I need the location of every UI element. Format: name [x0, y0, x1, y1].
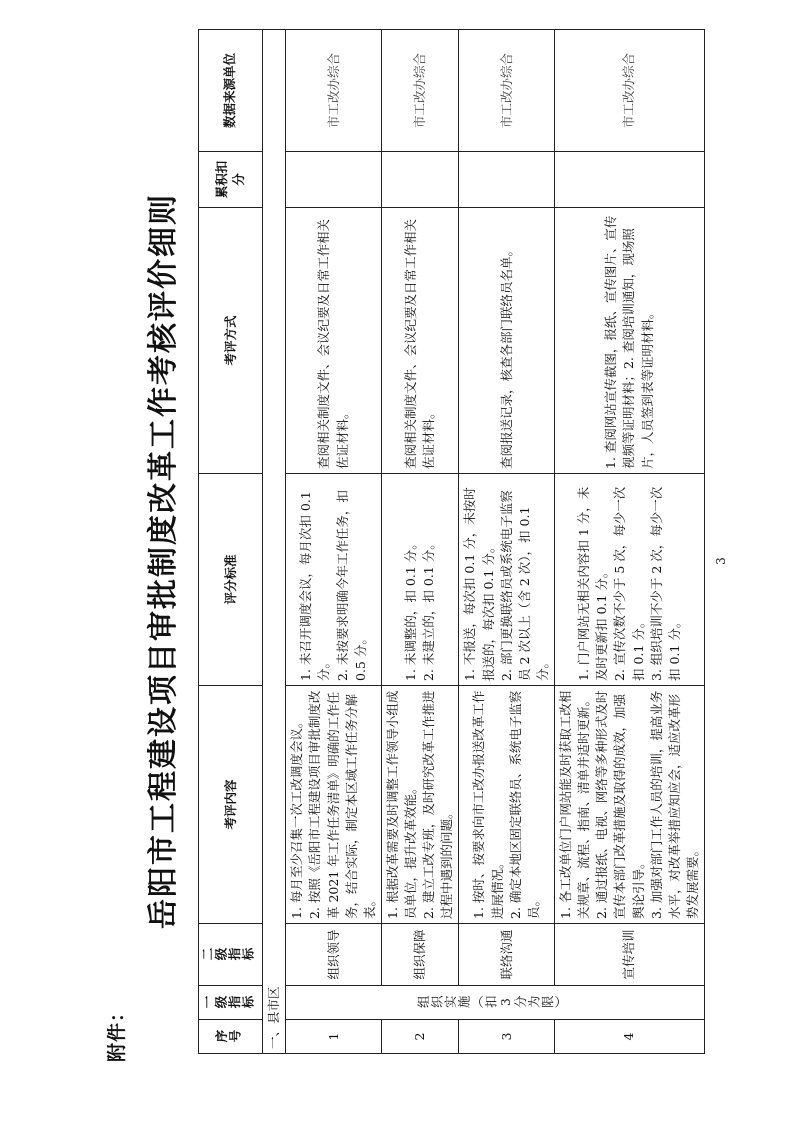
document-title: 岳阳市工程建设项目审批制度改革工作考核评价细则: [146, 193, 181, 929]
row-method: 查阅报送记录，核查各部门联络员名单。: [459, 208, 555, 474]
header-standard: 评分标准: [199, 474, 263, 686]
row-seq: 2: [381, 1020, 459, 1054]
row-source: 市工改办综合: [555, 30, 705, 152]
row-source: 市工改办综合: [286, 30, 382, 152]
header-deduction: 累积扣分: [199, 152, 263, 208]
row-method: 查阅相关制度文件、会议纪要及日常工作相关佐证材料。: [381, 208, 459, 474]
row-content: 1. 根据改革需要及时调整工作领导小组成员单位，提升改革效能。 2. 建立工改专班，及时研究改革工作推进过程中遇到的问题。: [381, 686, 459, 924]
header-content: 考评内容: [199, 686, 263, 924]
header-level2: 二级指标: [199, 924, 263, 986]
row-level2: 联络沟通: [459, 924, 555, 986]
header-level1: 一级指标: [199, 986, 263, 1020]
table-row: [286, 30, 382, 1054]
section-label: 一、县市区: [263, 30, 286, 1054]
section-row: [263, 30, 286, 1054]
header-seq: 序号: [199, 1020, 263, 1054]
row-standard: 1. 门户网站无相关内容扣 1 分，未及时更新扣 0.1 分。 2. 宣传次数不少于 5 次，每少一次扣 0.1 分。 3. 组织培训不少于 2 次，每少一次扣 0.1 分。: [555, 474, 705, 686]
row-source: 市工改办综合: [381, 30, 459, 152]
row-source: 市工改办综合: [459, 30, 555, 152]
header-source: 数据来源单位: [199, 30, 263, 152]
row-standard: 1. 不报送，每次扣 0.1 分，未按时报送的，每次扣 0.1 分。 2. 部门更换联络员或系统电子监察员 2 次以上（含 2 次），扣 0.1 分。: [459, 474, 555, 686]
annex-label: 附件：: [106, 1001, 128, 1062]
row-content: 1. 每月至少召集一次工改调度会议。 2. 按照《岳阳市工程建设项目审批制度改革 2021 年工作任务清单》明确的工作任务，结合实际，制定本区域工作任务分解表。: [286, 686, 382, 924]
level1-indicator: 组织实施（扣3分为限）: [286, 986, 705, 1020]
row-level2: 组织领导: [286, 924, 382, 986]
row-seq: 1: [286, 1020, 382, 1054]
row-method: 查阅相关制度文件、会议纪要及日常工作相关佐证材料。: [286, 208, 382, 474]
evaluation-table: [198, 29, 705, 1054]
header-method: 考评方式: [199, 208, 263, 474]
header-row: [199, 30, 263, 1054]
table-row: [555, 30, 705, 1054]
page-number: 3: [714, 557, 728, 565]
row-seq: 4: [555, 1020, 705, 1054]
table-row: [381, 30, 459, 1054]
row-level2: 宣传培训: [555, 924, 705, 986]
table-row: [459, 30, 555, 1054]
row-method: 1. 查阅网站宣传截图，报纸、宣传图片、宣传视频等证明材料；2. 查阅培训通知，现场照片，人员签到表等证明材料。: [555, 208, 705, 474]
row-standard: 1. 未召开调度会议，每月次扣 0.1 分。 2. 未按要求明确今年工作任务，扣 0.5 分。: [286, 474, 382, 686]
row-deduction: [286, 152, 382, 208]
row-deduction: [381, 152, 459, 208]
row-content: 1. 按时、按要求向市工改办报送改革工作进展情况。 2. 确定本地区固定联络员、系统电子监察员。: [459, 686, 555, 924]
row-content: 1. 各工改单位门户网站能及时获取工改相关规章、流程、指南、清单并适时更新。 2. 通过报纸、电视、网络等多种形式及时宣传本部门改革措施及取得的成效，加强舆论引导。 3. 加强对部门工作人员的培训，提高业务水平，对改革举措应知应会，适应改革形势发展需要。: [555, 686, 705, 924]
row-deduction: [459, 152, 555, 208]
row-seq: 3: [459, 1020, 555, 1054]
row-deduction: [555, 152, 705, 208]
row-level2: 组织保障: [381, 924, 459, 986]
row-standard: 1. 未调整的，扣 0.1 分。 2. 未建立的，扣 0.1 分。: [381, 474, 459, 686]
